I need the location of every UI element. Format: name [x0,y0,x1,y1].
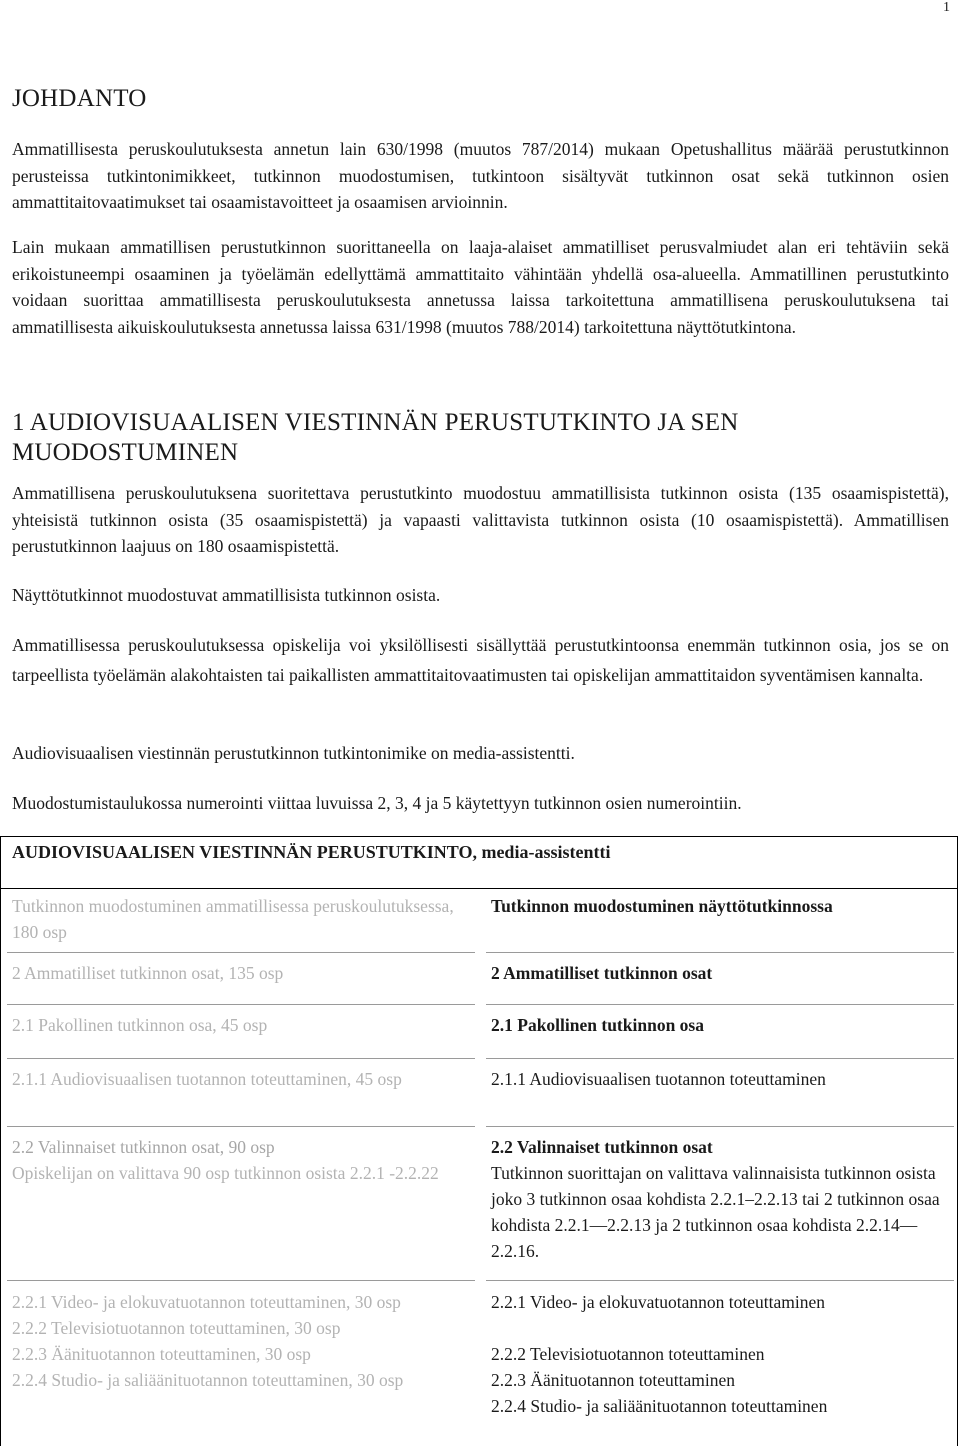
table-left-row: 2.1.1 Audiovisuaalisen tuotannon toteuttaminen, 45 osp [12,1069,402,1089]
section-1-paragraph-4: Audiovisuaalisen viestinnän perustutkinnon tutkintonimike on media-assistentti. [12,743,575,763]
intro-paragraph-2: Lain mukaan ammatillisen perustutkinnon suorittaneella on laaja-alaiset ammatilliset perusvalmiudet alan eri tehtäviin sekä erikoistuneempi osaaminen ja työelämän edellyttämä ammattitaito vähintään yhdellä osa-alueella. Ammatillinen perustutkinto voidaan suorittaa ammatillisesta peruskoulutuksesta annetussa laissa tarkoitettuna ammatillisena peruskoulutuksena tai ammatillisesta aikuiskoulutuksesta annetussa laissa 631/1998 (muutos 788/2014) tarkoitettuna näyttötutkintona. [12,237,949,337]
section-1-paragraph-1: Ammatillisena peruskoulutuksena suoritettava perustutkinto muodostuu ammatillisista tutkinnon osista (135 osaamispistettä), yhteisistä tutkinnon osista (35 osaamispistettä) ja vapaasti valittavista tutkinnon osista (10 osaamispistettä). Ammatillisen perustutkinnon laajuus on 180 osaamispistettä. [12,483,949,556]
table-right-row-item: 2.2.4 Studio- ja saliäänituotannon toteuttaminen [491,1396,828,1416]
table-title: AUDIOVISUAALISEN VIESTINNÄN PERUSTUTKINTO, media-assistentti [12,842,611,862]
table-right-row: 2.1 Pakollinen tutkinnon osa [491,1015,704,1035]
table-left-row-item: 2.2.2 Televisiotuotannon toteuttaminen, 30 osp [12,1318,341,1338]
intro-paragraph-1: Ammatillisesta peruskoulutuksesta annetun lain 630/1998 (muutos 787/2014) mukaan Opetushallitus määrää perustutkinnon perusteissa tutkintonimikkeet, tutkinnon muodostumisen, tutkintoon sisältyvät tutkinnon osat sekä tutkinnon osien ammattitaitovaatimukset tai osaamistavoitteet ja osaamisen arvioinnin. [12,139,949,212]
table-divider [486,1058,954,1059]
page-number: 1 [943,0,950,15]
table-right-row-text: Tutkinnon suorittajan on valittava valinnaisista tutkinnon osista joko 3 tutkinnon osaa kohdista 2.2.1–2.2.13 tai 2 tutkinnon osaa kohdista 2.2.1—2.2.13 ja 2 tutkinnon osaa kohdista 2.2.14—2.2.16. [491,1163,940,1261]
table-divider [486,1126,954,1127]
table-left-row-text: Opiskelijan on valittava 90 osp tutkinnon osista 2.2.1 -2.2.22 [12,1163,439,1183]
table-right-row: 2.1.1 Audiovisuaalisen tuotannon toteuttaminen [491,1069,826,1089]
table-divider [7,952,475,953]
table-divider [486,1004,954,1005]
table-left-row [12,1134,468,1186]
table-divider [7,1280,475,1281]
table-divider [486,952,954,953]
table-left-row-title: 2.2 Valinnaiset tutkinnon osat, 90 osp [12,1137,275,1157]
table-divider [7,1058,475,1059]
table-right-row-title: 2.2 Valinnaiset tutkinnon osat [491,1137,713,1157]
section-1-heading: 1 AUDIOVISUAALISEN VIESTINNÄN PERUSTUTKINTO JA SEN MUODOSTUMINEN [12,409,739,466]
table-divider [7,1126,475,1127]
table-left-row: 2 Ammatilliset tutkinnon osat, 135 osp [12,963,284,983]
table-left-row: 2.1 Pakollinen tutkinnon osa, 45 osp [12,1015,268,1035]
table-right-row-item: 2.2.2 Televisiotuotannon toteuttaminen [491,1344,765,1364]
section-1-paragraph-2: Näyttötutkinnot muodostuvat ammatillisista tutkinnon osista. [12,585,441,605]
table-left-header: Tutkinnon muodostuminen ammatillisessa peruskoulutuksessa, 180 osp [12,896,454,942]
table-left-row-item: 2.2.3 Äänituotannon toteuttaminen, 30 osp [12,1344,311,1364]
table-left-row-item: 2.2.4 Studio- ja saliäänituotannon toteuttaminen, 30 osp [12,1370,404,1390]
table-right-header: Tutkinnon muodostuminen näyttötutkinnossa [491,896,833,916]
table-right-row [491,1289,946,1419]
table-divider [7,1004,475,1005]
table-left-row [12,1289,468,1393]
table-right-row: 2 Ammatilliset tutkinnon osat [491,963,713,983]
table-right-row-item: 2.2.3 Äänituotannon toteuttaminen [491,1370,735,1390]
intro-heading: JOHDANTO [12,85,147,112]
table-right-row [491,1134,946,1264]
table-right-row-item: 2.2.1 Video- ja elokuvatuotannon toteuttaminen [491,1292,825,1312]
table-title-divider [0,888,958,889]
section-1-paragraph-5: Muodostumistaulukossa numerointi viittaa luvuissa 2, 3, 4 ja 5 käytettyyn tutkinnon osien numerointiin. [12,793,742,813]
table-left-row-item: 2.2.1 Video- ja elokuvatuotannon toteuttaminen, 30 osp [12,1292,401,1312]
table-divider [486,1280,954,1281]
section-1-paragraph-3: Ammatillisessa peruskoulutuksessa opiskelija voi yksilöllisesti sisällyttää perustutkintoonsa enemmän tutkinnon osia, jos se on tarpeellista työelämän alakohtaisten tai paikallisten ammattitaitovaatimusten tai opiskelijan ammattitaidon syventämisen kannalta. [12,635,949,685]
